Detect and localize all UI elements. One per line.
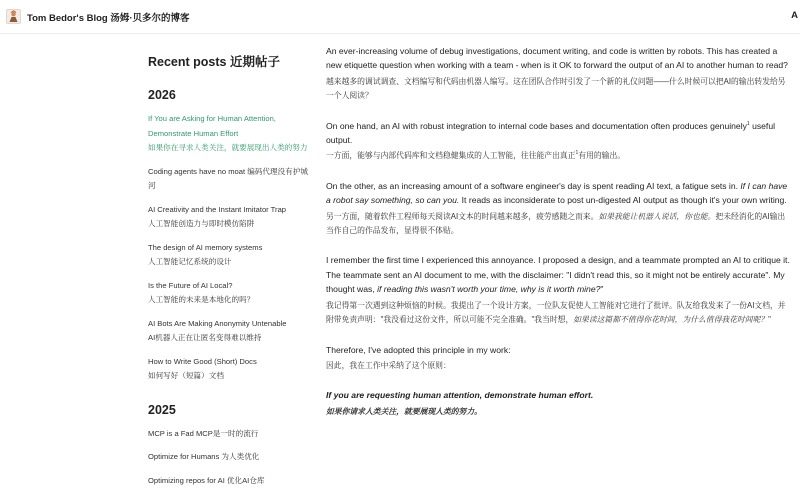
- text-span: 另一方面，随着软件工程师每天阅读AI文本的时间越来越多，疲劳感随之而来。: [326, 211, 599, 221]
- paragraph-2-zh: [326, 149, 792, 163]
- paragraph-3-en: [326, 179, 792, 208]
- post-title-en: MCP is a Fad MCP是一时的流行: [148, 428, 259, 438]
- paragraph-2-en: [326, 119, 792, 148]
- post-title-en: AI Creativity and the Instant Imitator Trap: [148, 204, 287, 214]
- principle-en: If you are requesting human attention, demonstrate human effort.: [326, 390, 594, 401]
- text-span: 有用的输出。: [578, 151, 626, 161]
- text-span: On one hand, an AI with robust integration to internal code bases and documentation often produces genuinely: [326, 120, 747, 131]
- year-heading-2026: 2026: [148, 88, 176, 102]
- text-span: 我记得第一次遇到这种烦恼的时候。我提出了一个设计方案，一位队友促使人工智能对它进行了批评。队友给我发来了一份AI文档，并附带免责声明："我没看过这份文件，所以可能不完全准确。"我当时想，: [326, 300, 786, 325]
- principle-zh: 如果你请求人类关注，就要展现人类的努力。: [326, 406, 482, 416]
- text-span: On the other, as an increasing amount of a software engineer's day is spent reading AI text, a fatigue sets in.: [326, 180, 741, 191]
- paragraph-3-zh: [326, 210, 792, 239]
- post-title-zh: 人工智能记忆系统的设计: [148, 257, 232, 266]
- post-title-en: Coding agents have no moat 编码代理没有护城河: [148, 166, 308, 190]
- paragraph-1-en: An ever-increasing volume of debug investigations, document writing, and code is written by robots. This has created a new etiquette question when working with a team - when is it OK to forward the output of an AI to another human to read?: [326, 46, 788, 71]
- article-content: [326, 44, 792, 419]
- text-span: I remember the first time I experienced this annoyance. I proposed a design, and a teammate prompted an AI to critique it. The teammate sent an AI document to me, with the disclaimer: "I didn't read this, so it might not be entirely accurate". My thought was,: [326, 255, 790, 295]
- logo-icon[interactable]: [6, 9, 21, 24]
- footnote-ref[interactable]: 1: [575, 150, 579, 157]
- post-title-zh: 如果你在寻求人类关注，就要展现出人类的努力: [148, 143, 308, 152]
- year-heading-2025: 2025: [148, 402, 176, 417]
- text-span: ": [600, 284, 604, 295]
- top-bar: [0, 0, 800, 34]
- post-title-en: The design of AI memory systems: [148, 242, 263, 252]
- post-link-human-attention[interactable]: [148, 112, 310, 156]
- post-title-en: AI Bots Are Making Anonymity Untenable: [148, 318, 287, 328]
- recent-posts-heading: Recent posts 近期帖子: [148, 55, 280, 69]
- post-link-coding-agents-moat[interactable]: [148, 165, 310, 194]
- text-span: It reads as inconsiderate to post un-digested AI output as though it's your own writing.: [459, 195, 787, 206]
- paragraph-4-en: [326, 253, 792, 296]
- post-title-zh: 如何写好（短篇）文档: [148, 371, 224, 380]
- post-title-zh: AI机器人正在让匿名变得难以维持: [148, 333, 262, 342]
- italic-span: If I can have a robot say something, so can you.: [326, 180, 788, 206]
- text-span: 把未经消化的AI输出当作自己的作品发布，显得很不体贴。: [326, 211, 786, 236]
- post-title-en: Optimizing repos for AI 优化AI仓库: [148, 475, 265, 485]
- post-title-zh: 人工智能的未来是本地化的吗？: [148, 295, 255, 304]
- italic-span: 如果我能让机器人说话，你也能。: [598, 211, 716, 221]
- post-link-optimize-repos[interactable]: [148, 474, 310, 489]
- post-title-en: If You are Asking for Human Attention, Demonstrate Human Effort: [148, 114, 276, 138]
- italic-span: if reading this wasn't worth your time, why is it worth mine?: [377, 284, 601, 295]
- post-link-ai-creativity[interactable]: [148, 203, 310, 232]
- post-link-ai-memory[interactable]: [148, 241, 310, 270]
- text-span: useful output.: [326, 120, 776, 146]
- italic-span: 如果读这篇都不值得你花时间，为什么值得我花时间呢？: [573, 315, 769, 325]
- sidebar: [148, 52, 310, 494]
- post-link-mcp-fad[interactable]: [148, 427, 310, 442]
- post-title-en: Optimize for Humans 为人类优化: [148, 452, 260, 461]
- footnote-ref[interactable]: 1: [746, 120, 750, 127]
- post-link-ai-local[interactable]: [148, 279, 310, 308]
- paragraph-1-zh: 越来越多的调试调查、文档编写和代码由机器人编写。这在团队合作时引发了一个新的礼仪问题——什么时候可以把AI的输出转发给另一个人阅读？: [326, 76, 786, 101]
- post-title-zh: 人工智能创造力与即时模仿陷阱: [148, 219, 255, 228]
- text-span: 一方面，能够与内部代码库和文档稳健集成的人工智能，往往能产出真正: [326, 151, 576, 161]
- post-title-en: Is the Future of AI Local?: [148, 280, 233, 290]
- site-title[interactable]: Tom Bedor's Blog 汤姆·贝多尔的博客: [27, 13, 190, 24]
- text-span: ": [768, 315, 771, 325]
- post-link-optimize-humans[interactable]: [148, 450, 310, 465]
- post-link-ai-bots-anonymity[interactable]: [148, 317, 310, 346]
- paragraph-5-en: Therefore, I've adopted this principle in my work:: [326, 344, 511, 355]
- post-title-en: How to Write Good (Short) Docs: [148, 356, 257, 366]
- paragraph-4-zh: [326, 299, 792, 328]
- post-link-short-docs[interactable]: [148, 355, 310, 384]
- nav-item-partial[interactable]: A: [791, 10, 798, 21]
- paragraph-5-zh: 因此，我在工作中采纳了这个原则：: [326, 360, 451, 370]
